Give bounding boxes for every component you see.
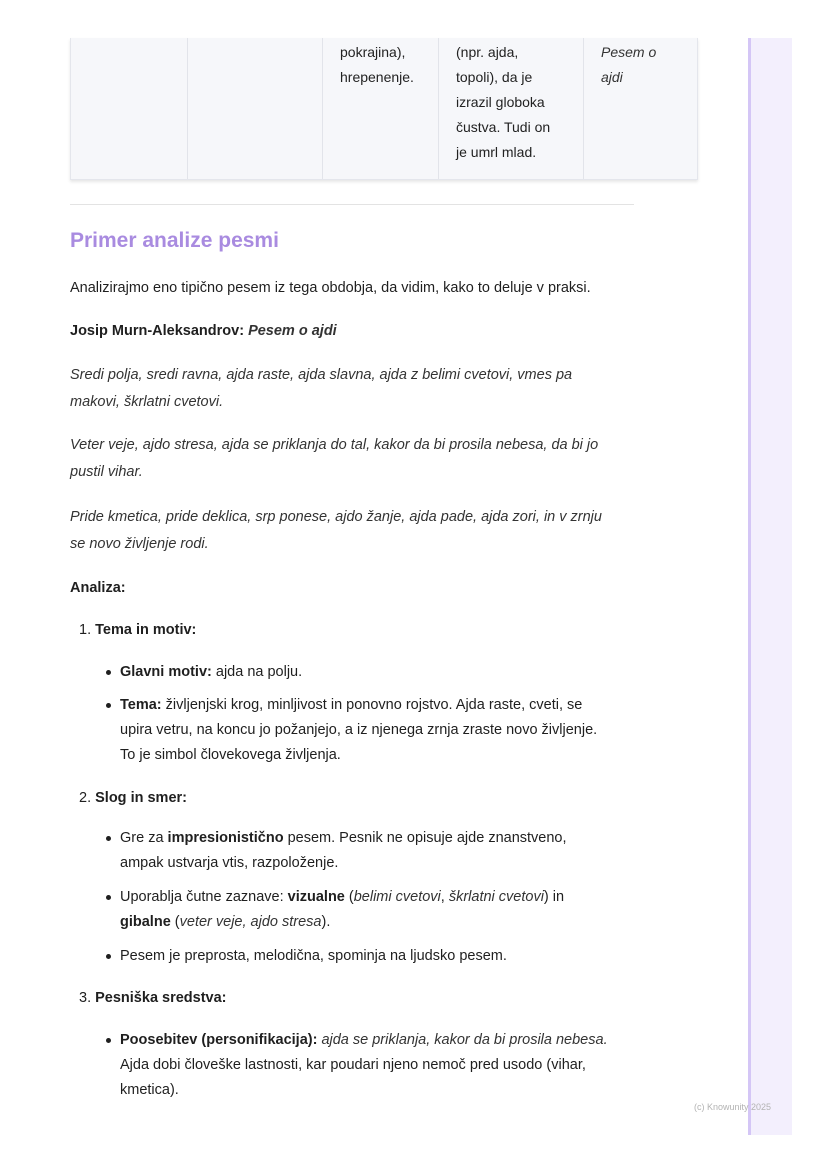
- analysis-label: Analiza:: [70, 580, 126, 596]
- section-title: Primer analize pesmi: [70, 229, 279, 252]
- table-cell-line: (npr. ajda,: [456, 44, 519, 60]
- stanza-line: Sredi polja, sredi ravna, ajda raste, ajda slavna, ajda z belimi cvetovi, vmes pa: [70, 367, 573, 383]
- bullet-text: pesem. Pesnik ne opisuje ajde znanstveno,: [283, 830, 567, 846]
- table-fragment: [70, 38, 698, 180]
- stanza-line: se novo življenje rodi.: [70, 536, 209, 552]
- copyright-footer: (c) Knowunity 2025: [694, 1102, 772, 1112]
- bullet-text: Ajda dobi človeške lastnosti, kar poudari njeno nemoč pred usodo (vihar,: [120, 1057, 586, 1073]
- poem-title: Pesem o ajdi: [248, 323, 337, 339]
- bullet-text: ampak ustvarja vtis, razpoloženje.: [120, 855, 339, 871]
- bullet-label: Tema:: [120, 697, 162, 713]
- stanza-line: pustil vihar.: [70, 464, 143, 480]
- poem-stanza-1: [70, 362, 638, 416]
- bullet-dot: [106, 895, 111, 900]
- list-item-1-heading: [79, 618, 196, 643]
- table-cell-line: pokrajina),: [340, 44, 406, 60]
- bullet-bold: vizualne: [287, 889, 345, 905]
- bullet-text: To je simbol človekovega življenja.: [120, 747, 341, 763]
- bullet-dot: [106, 703, 111, 708]
- list-number: 1.: [79, 622, 92, 638]
- table-cell-line: topoli), da je: [456, 69, 533, 85]
- table-col-4: [439, 38, 584, 179]
- bullet-text: kmetica).: [120, 1082, 179, 1098]
- bullet-italic: škrlatni cvetovi: [448, 889, 544, 905]
- list-item-2-heading: [79, 786, 187, 811]
- list-number: 3.: [79, 990, 92, 1006]
- list-item-title: Tema in motiv:: [95, 622, 197, 638]
- bullet-dot: [106, 1038, 111, 1043]
- list-item-title: Slog in smer:: [95, 790, 187, 806]
- page-side-strip: [748, 38, 792, 1135]
- table-cell-line: čustva. Tudi on: [456, 119, 551, 135]
- bullet-text: Pesem je preprosta, melodična, spominja na ljudsko pesem.: [120, 948, 507, 964]
- bullet-bold: impresionistično: [167, 830, 284, 846]
- bullet-italic: veter veje, ajdo stresa: [179, 914, 322, 930]
- table-cell-line: izrazil globoka: [456, 94, 545, 110]
- bullet-dot: [106, 836, 111, 841]
- table-cell-line: je umrl mlad.: [456, 144, 537, 160]
- bullet-text: ,: [440, 889, 449, 905]
- bullet-bold: gibalne: [120, 914, 171, 930]
- bullet-text: Gre za: [120, 830, 168, 846]
- bullet-bold: Poosebitev (personifikacija):: [120, 1032, 318, 1048]
- table-col-5: [584, 38, 697, 179]
- bullet-text: upira vetru, na koncu jo požanjejo, a iz njenega zrnja zraste novo življenje.: [120, 722, 598, 738]
- table-cell-line: hrepenenje.: [340, 69, 414, 85]
- table-col-3: [323, 38, 439, 179]
- table-cell-line: ajdi: [601, 69, 623, 85]
- list-item-title: Pesniška sredstva:: [95, 990, 227, 1006]
- bullet-text: ajda na polju.: [211, 664, 303, 680]
- stanza-line: makovi, škrlatni cvetovi.: [70, 394, 224, 410]
- stanza-line: Pride kmetica, pride deklica, srp ponese, ajdo žanje, ajda pade, ajda zori, in v zrnju: [70, 509, 602, 525]
- section-divider: [70, 204, 634, 205]
- bullet-label: Glavni motiv:: [120, 664, 212, 680]
- poem-stanza-3: [70, 504, 638, 558]
- list-item-3-heading: [79, 986, 227, 1011]
- poem-heading: [70, 318, 638, 345]
- table-col-1: [71, 38, 188, 179]
- bullet-text: ) in: [543, 889, 565, 905]
- intro-paragraph: [70, 275, 638, 302]
- table-cell-line: Pesem o: [601, 44, 657, 60]
- poem-stanza-2: [70, 432, 638, 486]
- bullet-text: ).: [321, 914, 331, 930]
- bullet-text: življenjski krog, minljivost in ponovno rojstvo. Ajda raste, cveti, se: [161, 697, 583, 713]
- bullet-italic: belimi cvetovi: [353, 889, 441, 905]
- stanza-line: Veter veje, ajdo stresa, ajda se priklanja do tal, kakor da bi prosila nebesa, da bi jo: [70, 437, 599, 453]
- table-col-2: [188, 38, 323, 179]
- bullet-text: Uporablja čutne zaznave:: [120, 889, 288, 905]
- poem-author: Josip Murn-Aleksandrov:: [70, 323, 245, 339]
- bullet-text: (: [344, 889, 354, 905]
- list-number: 2.: [79, 790, 92, 806]
- bullet-dot: [106, 670, 111, 675]
- intro-text: Analizirajmo eno tipično pesem iz tega obdobja, da vidim, kako to deluje v praksi.: [70, 280, 591, 296]
- bullet-dot: [106, 954, 111, 959]
- bullet-italic: ajda se priklanja, kakor da bi prosila nebesa.: [317, 1032, 608, 1048]
- bullet-text: (: [170, 914, 180, 930]
